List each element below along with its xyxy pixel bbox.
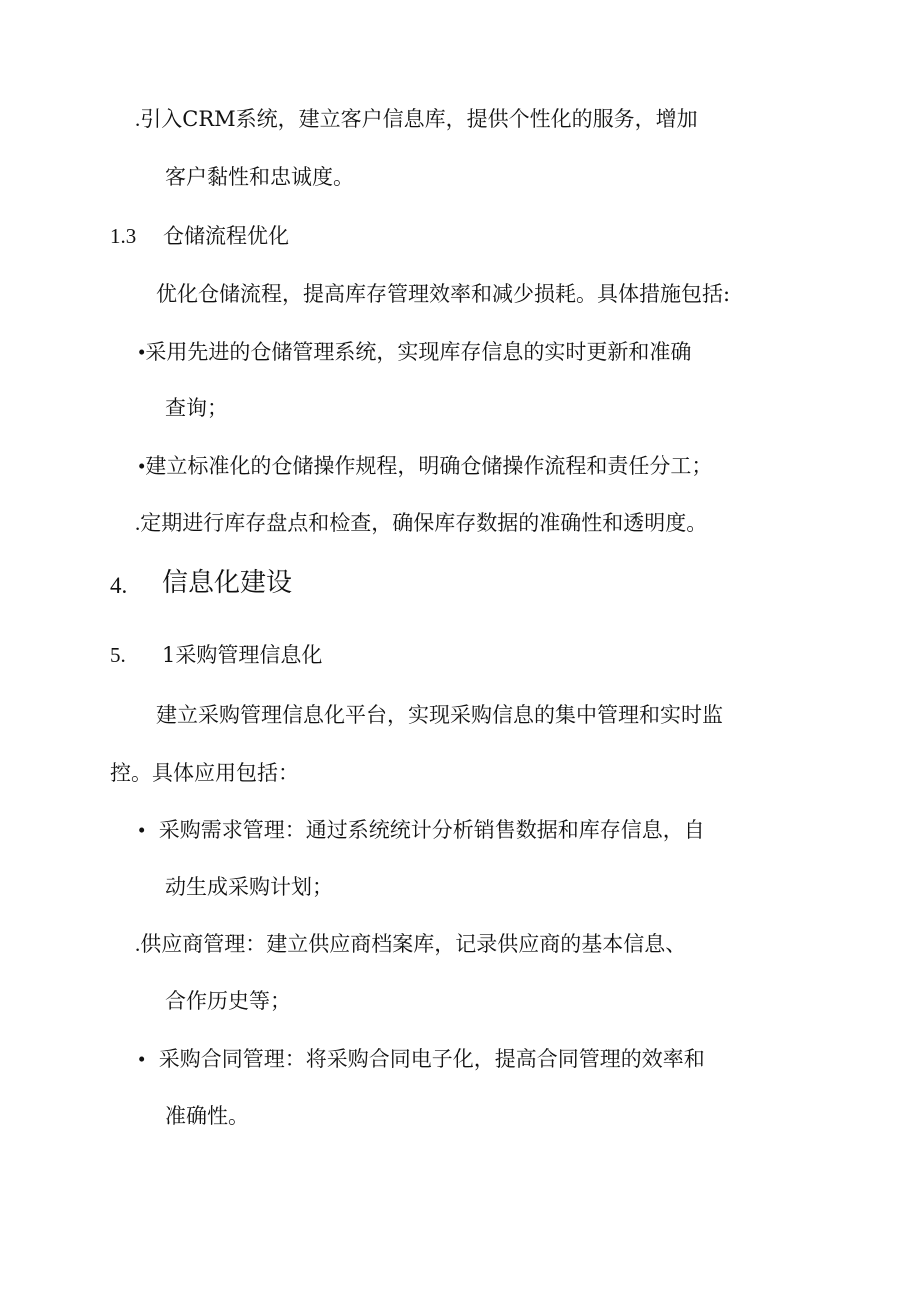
list-item-text: 引入CRM系统，建立客户信息库，提供个性化的服务，增加 <box>140 107 698 131</box>
paragraph: 优化仓储流程，提高库存管理效率和减少损耗。具体措施包括: <box>156 282 731 306</box>
chapter-number: 4. <box>110 573 128 598</box>
paragraph: 建立采购管理信息化平台，实现采购信息的集中管理和实时监 <box>156 703 723 727</box>
list-marker: . <box>135 511 141 535</box>
list-item-text: 供应商管理：建立供应商档案库，记录供应商的基本信息、 <box>140 932 687 956</box>
list-item-continuation: 合作历史等； <box>165 989 291 1013</box>
list-item-continuation: 准确性。 <box>165 1104 249 1128</box>
list-item <box>135 929 686 959</box>
list-item-continuation: 查询； <box>165 396 228 420</box>
list-item <box>138 1044 705 1074</box>
bullet-icon: • <box>138 818 146 842</box>
list-item-text: 定期进行库存盘点和检查，确保库存数据的准确性和透明度。 <box>140 511 708 535</box>
list-item <box>135 508 707 538</box>
chapter-heading: 信息化建设 <box>162 568 293 598</box>
list-item-continuation: 动生成采购计划； <box>165 875 333 899</box>
list-item <box>135 104 698 134</box>
list-marker: . <box>135 107 141 131</box>
section-heading: 1采购管理信息化 <box>162 643 323 667</box>
list-item <box>138 451 712 481</box>
bullet-icon: • <box>138 1047 146 1071</box>
list-item-text: 采用先进的仓储管理系统，实现库存信息的实时更新和准确 <box>145 340 692 364</box>
list-marker: . <box>135 932 141 956</box>
section-heading: 仓储流程优化 <box>163 224 289 248</box>
list-item-text: 建立标准化的仓储操作规程，明确仓储操作流程和责任分工； <box>145 454 713 478</box>
section-number: 1.3 <box>110 224 137 248</box>
list-item-text: 采购需求管理：通过系统统计分析销售数据和库存信息，自 <box>158 818 705 842</box>
paragraph-continuation: 控。具体应用包括： <box>110 761 299 785</box>
list-item <box>138 815 705 845</box>
list-item <box>138 337 691 367</box>
bullet-icon: • <box>138 454 146 478</box>
list-item-text: 采购合同管理：将采购合同电子化，提高合同管理的效率和 <box>158 1047 705 1071</box>
bullet-icon: • <box>138 340 146 364</box>
list-item-continuation: 客户黏性和忠诚度。 <box>165 165 354 189</box>
section-number: 5. <box>110 643 126 667</box>
